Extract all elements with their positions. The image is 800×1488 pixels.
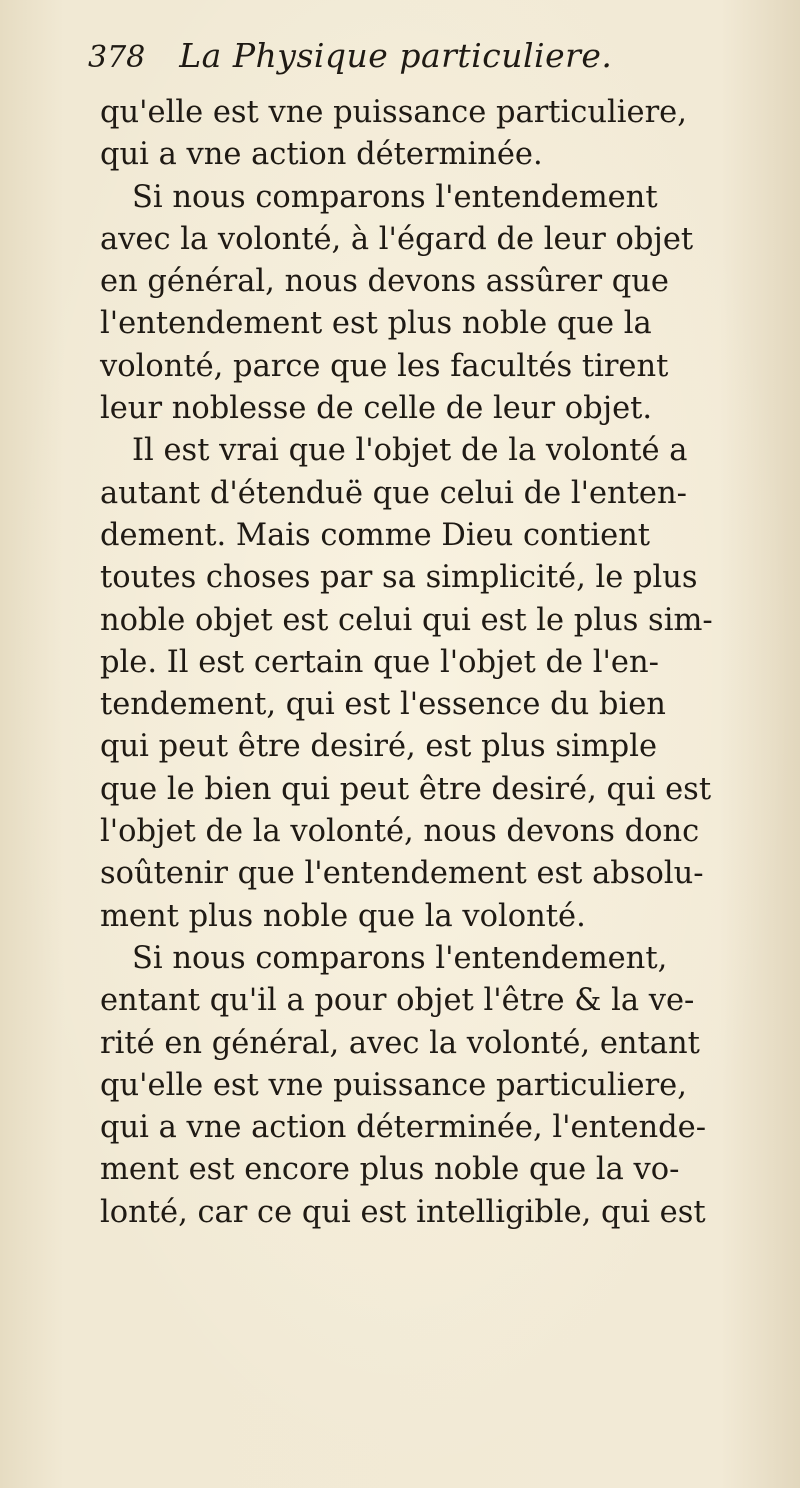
text-line: qu'elle est vne puissance particuliere, — [100, 1067, 687, 1103]
text-line: ment est encore plus noble que la vo- — [100, 1152, 680, 1188]
paragraph-start-line: Si nous comparons l'entendement — [132, 179, 658, 215]
text-line: avec la volonté, à l'égard de leur objet — [100, 221, 694, 257]
page-header — [88, 36, 612, 90]
text-line: rité en général, avec la volonté, entant — [100, 1025, 700, 1061]
text-line: que le bien qui peut être desiré, qui est — [100, 771, 712, 807]
text-line: soûtenir que l'entendement est absolu- — [100, 856, 704, 892]
text-line: tendement, qui est l'essence du bien — [100, 687, 666, 723]
text-line: volonté, parce que les facultés tirent — [100, 348, 669, 384]
text-line: qui peut être desiré, est plus simple — [100, 729, 657, 765]
running-title: La Physique particuliere. — [179, 36, 613, 75]
text-line: lonté, car ce qui est intelligible, qui est — [100, 1194, 706, 1230]
text-line: ment plus noble que la volonté. — [100, 898, 586, 934]
body-text — [100, 92, 760, 1234]
text-line: dement. Mais comme Dieu contient — [100, 517, 651, 553]
text-line: toutes choses par sa simplicité, le plus — [100, 560, 698, 596]
text-line: ple. Il est certain que l'objet de l'en- — [100, 644, 659, 680]
text-line: leur noblesse de celle de leur objet. — [100, 391, 653, 427]
text-line: entant qu'il a pour objet l'être & la ve- — [100, 983, 695, 1019]
text-line: en général, nous devons assûrer que — [100, 264, 669, 300]
text-line: l'objet de la volonté, nous devons donc — [100, 814, 700, 850]
text-line: qui a vne action déterminée. — [100, 137, 543, 173]
page-number: 378 — [88, 40, 146, 75]
text-line: noble objet est celui qui est le plus sim- — [100, 602, 713, 638]
paragraph-start-line: Il est vrai que l'objet de la volonté a — [132, 433, 688, 469]
text-line: autant d'étenduë que celui de l'enten- — [100, 475, 687, 511]
text-line: l'entendement est plus noble que la — [100, 306, 652, 342]
paragraph-start-line: Si nous comparons l'entendement, — [132, 940, 668, 976]
text-line: qu'elle est vne puissance particuliere, — [100, 95, 687, 130]
text-line: qui a vne action déterminée, l'entende- — [100, 1110, 707, 1146]
